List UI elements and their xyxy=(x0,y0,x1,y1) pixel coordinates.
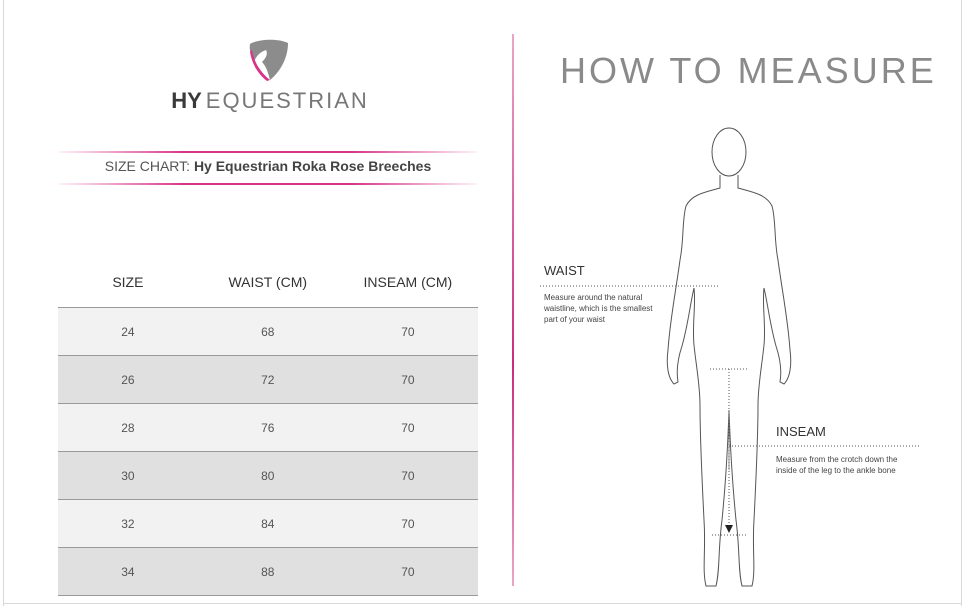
cell-waist: 76 xyxy=(198,404,338,452)
cell-size: 30 xyxy=(58,452,198,500)
cell-waist: 72 xyxy=(198,356,338,404)
chart-title xyxy=(58,158,478,174)
inseam-arrow-icon xyxy=(725,525,733,533)
brand-hy: HY xyxy=(171,88,202,113)
cell-waist: 84 xyxy=(198,500,338,548)
inseam-label: INSEAM xyxy=(776,424,826,439)
section-divider xyxy=(512,34,514,586)
header-waist: WAIST (CM) xyxy=(198,257,338,308)
frame-bottom-border xyxy=(3,603,962,604)
cell-inseam: 70 xyxy=(338,548,478,596)
cell-inseam: 70 xyxy=(338,500,478,548)
cell-size: 24 xyxy=(58,308,198,356)
table-header-row xyxy=(58,257,478,308)
chart-title-product: Hy Equestrian Roka Rose Breeches xyxy=(193,158,432,174)
table-row xyxy=(58,356,478,404)
table-row xyxy=(58,548,478,596)
cell-waist: 88 xyxy=(198,548,338,596)
figure-head xyxy=(712,128,746,176)
table-row xyxy=(58,404,478,452)
brand-wordmark xyxy=(120,88,420,114)
inseam-description: Measure from the crotch down the inside of the leg to the ankle bone xyxy=(776,455,898,475)
cell-size: 26 xyxy=(58,356,198,404)
brand-equestrian: EQUESTRIAN xyxy=(205,88,369,113)
title-rule-bottom xyxy=(58,183,478,185)
waist-description: Measure around the natural waistline, which is the smallest part of your waist xyxy=(544,293,653,324)
how-to-measure-title: HOW TO MEASURE xyxy=(560,50,937,91)
body-figure-illustration xyxy=(530,120,940,600)
cell-inseam: 70 xyxy=(338,308,478,356)
header-inseam: INSEAM (CM) xyxy=(338,257,478,308)
frame-left-border xyxy=(3,0,4,606)
size-table xyxy=(58,257,478,596)
table-row xyxy=(58,500,478,548)
figure-body-outline xyxy=(667,175,791,586)
table-row xyxy=(58,308,478,356)
header-size: SIZE xyxy=(58,257,198,308)
cell-inseam: 70 xyxy=(338,404,478,452)
horse-head-logo-icon xyxy=(244,36,294,82)
cell-waist: 80 xyxy=(198,452,338,500)
cell-size: 28 xyxy=(58,404,198,452)
cell-inseam: 70 xyxy=(338,356,478,404)
cell-size: 32 xyxy=(58,500,198,548)
waist-label: WAIST xyxy=(544,263,585,278)
cell-size: 34 xyxy=(58,548,198,596)
table-row xyxy=(58,452,478,500)
title-rule-top xyxy=(58,151,478,153)
cell-inseam: 70 xyxy=(338,452,478,500)
chart-title-prefix: SIZE CHART: xyxy=(104,158,191,174)
cell-waist: 68 xyxy=(198,308,338,356)
frame-right-border xyxy=(961,0,962,606)
